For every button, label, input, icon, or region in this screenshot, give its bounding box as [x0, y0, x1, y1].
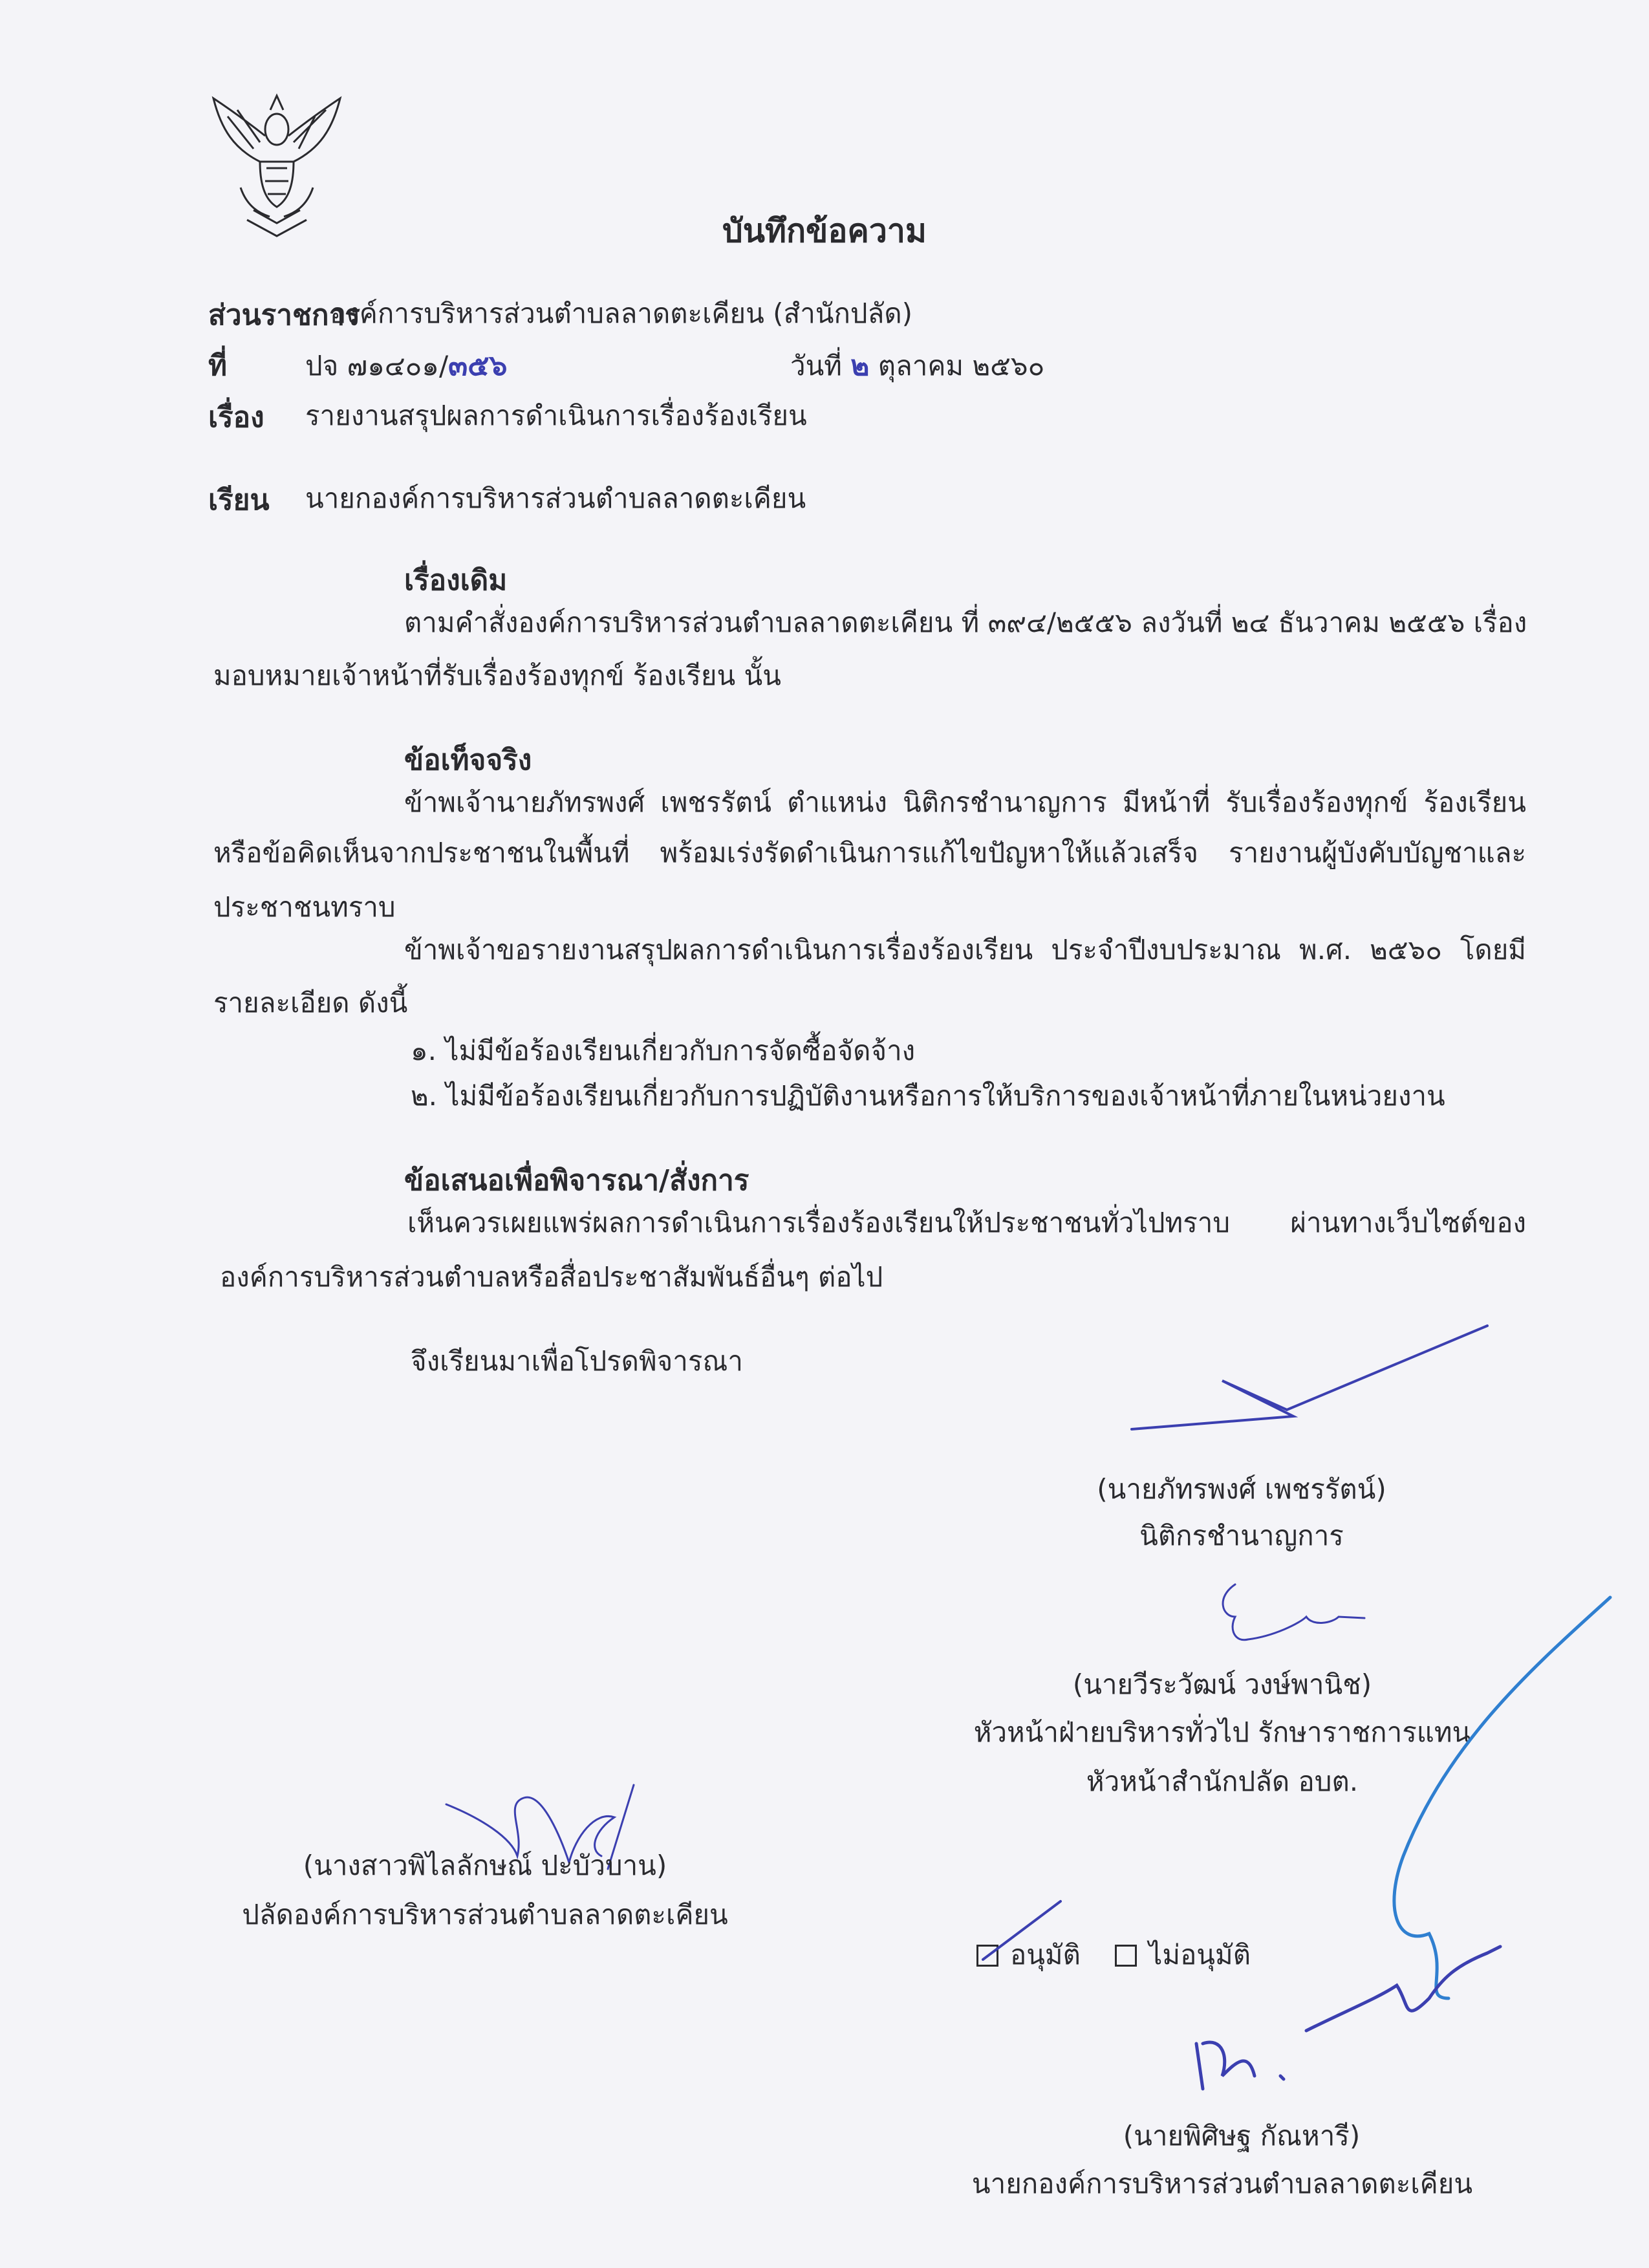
facts-line-4: ข้าพเจ้าขอรายงานสรุปผลการดำเนินการเรื่องร้องเรียน ประจำปีงบประมาณ พ.ศ. ๒๕๖๐ โดยมี [404, 934, 1526, 966]
signature-1-title: นิติกรชำนาญการ [1139, 1520, 1344, 1551]
signature-4-name: (นายพิศิษฐ กัณหารี) [1123, 2120, 1361, 2152]
disapprove-checkbox[interactable] [1115, 1945, 1137, 1967]
signature-2-name: (นายวีระวัฒน์ วงษ์พานิช) [1072, 1669, 1372, 1700]
background-heading: เรื่องเดิม [404, 564, 508, 597]
reference-number-prefix: ปจ ๗๑๔๐๑/ [305, 350, 449, 382]
agency-label: ส่วนราชการ [208, 299, 360, 332]
signature-1-name: (นายภัทรพงศ์ เพชรรัตน์) [1097, 1473, 1386, 1505]
facts-line-1: ข้าพเจ้านายภัทรพงศ์ เพชรรัตน์ ตำแหน่ง นิติกรชำนาญการ มีหน้าที่ รับเรื่องร้องทุกข์ ร้องเรียน [404, 786, 1526, 818]
memo-title: บันทึกข้อความ [722, 212, 927, 250]
reference-value [305, 343, 507, 388]
approve-label: อนุมัติ [1010, 1939, 1081, 1971]
agency-value: องค์การบริหารส่วนตำบลลาดตะเคียน (สำนักปลัด) [330, 297, 912, 329]
closing-text: จึงเรียนมาเพื่อโปรดพิจารณา [411, 1345, 743, 1377]
facts-line-3: ประชาชนทราบ [213, 891, 396, 923]
facts-line-5: รายละเอียด ดังนี้ [213, 987, 408, 1019]
approve-check-mark-icon [976, 1895, 1067, 1966]
reference-number-handwritten: ๓๕๖ [448, 349, 508, 382]
background-line-2: มอบหมายเจ้าหน้าที่รับเรื่องร้องทุกข์ ร้องเรียน นั้น [213, 660, 781, 691]
signature-3-name: (นางสาวพิไลลักษณ์ ปะบัวบาน) [303, 1850, 667, 1881]
proposal-line-2: องค์การบริหารส่วนตำบลหรือสื่อประชาสัมพันธ์อื่นๆ ต่อไป [220, 1261, 883, 1293]
date-field [790, 343, 1044, 388]
recipient-label: เรียน [208, 484, 270, 517]
facts-heading: ข้อเท็จจริง [404, 744, 532, 777]
signature-3-title: ปลัดองค์การบริหารส่วนตำบลลาดตะเคียน [242, 1899, 728, 1930]
subject-label: เรื่อง [208, 401, 264, 434]
recipient-value: นายกองค์การบริหารส่วนตำบลลาดตะเคียน [305, 482, 806, 514]
list-item-2: ๒. ไม่มีข้อร้องเรียนเกี่ยวกับการปฏิบัติงานหรือการให้บริการของเจ้าหน้าที่ภายในหน่วยงาน [411, 1080, 1445, 1112]
background-line-1: ตามคำสั่งองค์การบริหารส่วนตำบลลาดตะเคียน ที่ ๓๙๔/๒๕๕๖ ลงวันที่ ๒๔ ธันวาคม ๒๕๕๖ เรื่อง [404, 607, 1527, 638]
proposal-line-1: เห็นควรเผยแพร่ผลการดำเนินการเรื่องร้องเรียนให้ประชาชนทั่วไปทราบ ผ่านทางเว็บไซต์ของ [407, 1207, 1526, 1238]
facts-line-2: หรือข้อคิดเห็นจากประชาชนในพื้นที่ พร้อมเร่งรัดดำเนินการแก้ไขปัญหาให้แล้วเสร็จ รายงานผู้บังคับบัญชาและ [213, 837, 1526, 869]
proposal-heading: ข้อเสนอเพื่อพิจารณา/สั่งการ [404, 1164, 749, 1197]
date-day-handwritten: ๒ [850, 349, 870, 382]
signature-4-icon [1183, 1927, 1507, 2095]
signature-4-title: นายกองค์การบริหารส่วนตำบลลาดตะเคียน [971, 2168, 1473, 2199]
subject-value: รายงานสรุปผลการดำเนินการเรื่องร้องเรียน [305, 400, 807, 431]
signature-2-title-2: หัวหน้าสำนักปลัด อบต. [1086, 1766, 1359, 1797]
list-item-1: ๑. ไม่มีข้อร้องเรียนเกี่ยวกับการจัดซื้อจัดจ้าง [411, 1035, 916, 1066]
date-label: วันที่ [790, 350, 842, 382]
date-value: ตุลาคม ๒๕๖๐ [878, 350, 1045, 382]
reference-label: ที่ [208, 349, 228, 382]
signature-1-icon [1125, 1319, 1487, 1436]
signature-2-title-1: หัวหน้าฝ่ายบริหารทั่วไป รักษาราชการแทน [973, 1716, 1471, 1748]
disapprove-label: ไม่อนุมัติ [1148, 1939, 1251, 1971]
